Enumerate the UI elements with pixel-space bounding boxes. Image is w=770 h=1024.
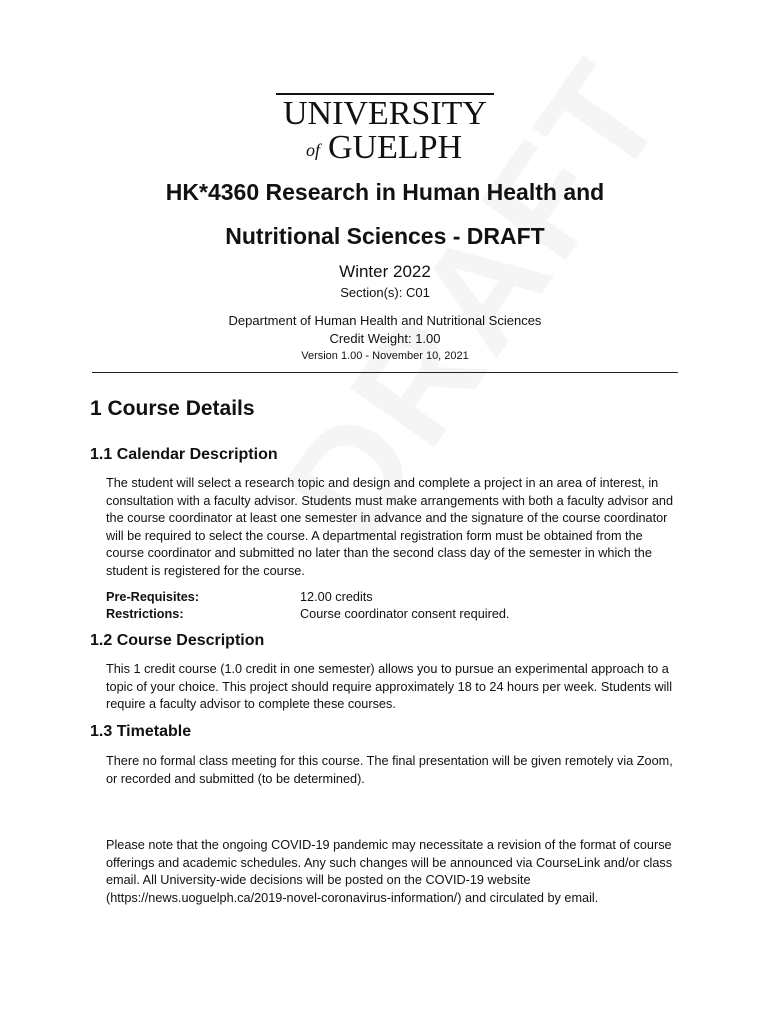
credit-weight: Credit Weight: 1.00 [329, 331, 441, 346]
requirements-list [106, 589, 681, 622]
course-details-heading: 1 Course Details [90, 397, 255, 420]
logo-line1: UNIVERSITY [283, 95, 487, 132]
logo-of: of [306, 140, 321, 160]
prerequisites-row [106, 589, 681, 606]
course-title-line1: HK*4360 Research in Human Health and [165, 179, 605, 205]
sections: Section(s): C01 [340, 285, 430, 300]
course-description-heading: 1.2 Course Description [90, 632, 265, 649]
course-description-text: This 1 credit course (1.0 credit in one semester) allows you to pursue an experimental approach to a topic of your choice. This project should require approximately 18 to 24 hours per week. Students will require a faculty advisor to complete these courses. [106, 662, 673, 711]
course-title [0, 170, 770, 258]
prerequisites-value: 12.00 credits [300, 590, 373, 604]
department: Department of Human Health and Nutritional Sciences [228, 313, 542, 328]
logo-line2: GUELPH [328, 129, 463, 162]
prerequisites-label: Pre-Requisites: [106, 590, 200, 604]
version: Version 1.00 - November 10, 2021 [301, 350, 469, 362]
restrictions-row [106, 606, 681, 623]
covid-notice: Please note that the ongoing COVID-19 pandemic may necessitate a revision of the format of course offerings and academic schedules. Any such changes will be announced via CourseLink and/or class email. All University-wide decisions will be posted on the COVID-19 website (https://news.uoguelph.ca/2019-novel-coronavirus-information/) and circulated by email. [106, 838, 673, 905]
course-title-line2: Nutritional Sciences - DRAFT [225, 223, 545, 249]
timetable-text: There no formal class meeting for this course. The final presentation will be given remotely via Zoom, or recorded and submitted (to be determined). [106, 754, 673, 786]
header-divider [92, 372, 678, 373]
restrictions-label: Restrictions: [106, 606, 184, 621]
restrictions-value: Course coordinator consent required. [300, 606, 510, 621]
university-logo [270, 90, 500, 162]
timetable-heading: 1.3 Timetable [90, 723, 192, 740]
calendar-description-text: The student will select a research topic and design and complete a project in an area of interest, in consultation with a faculty advisor. Students must make arrangements with both a faculty advisor and the course coordinator at least one semester in advance and the signature of the course coordinator will be required to select the course. A departmental registration form must be obtained from the course coordinator and submitted no later than the second class day of the semester in which the student is registered for the course. [106, 476, 674, 578]
calendar-description-heading: 1.1 Calendar Description [90, 446, 278, 463]
term: Winter 2022 [339, 262, 431, 281]
